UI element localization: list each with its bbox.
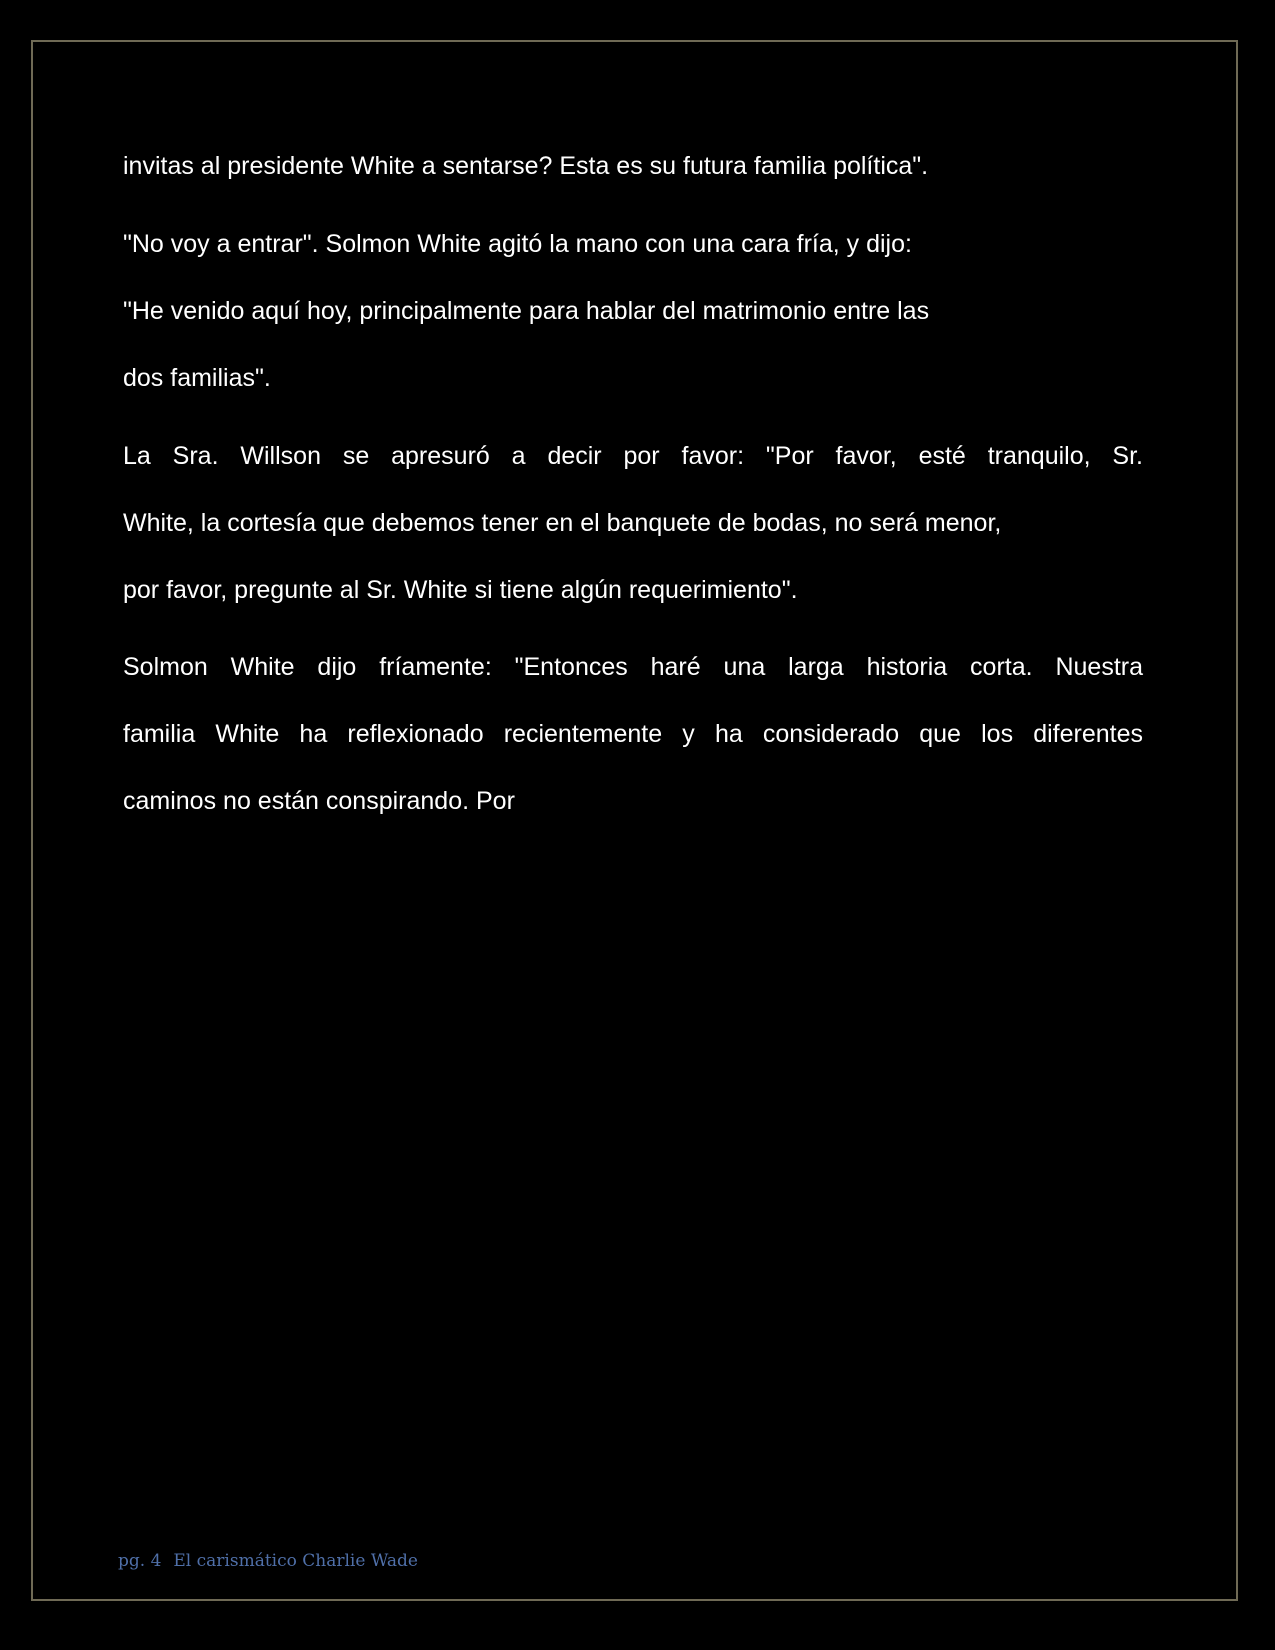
text-line: "He venido aquí hoy, principalmente para hablar del matrimonio entre las xyxy=(123,297,930,325)
page-border xyxy=(31,40,1238,1601)
text-line: White, la cortesía que debemos tener en el banquete de bodas, no será menor, xyxy=(123,509,1002,537)
text-line: La Sra. Willson se apresuró a decir por favor: "Por favor, esté tranquilo, Sr. xyxy=(123,442,1143,470)
text-line: invitas al presidente White a sentarse? Esta es su futura familia política". xyxy=(123,152,929,180)
text-line: dos familias". xyxy=(123,364,271,392)
text-line: por favor, pregunte al Sr. White si tiene algún requerimiento". xyxy=(123,576,798,604)
text-line: caminos no están conspirando. Por xyxy=(123,787,515,815)
page-footer xyxy=(118,1551,418,1571)
book-title: El carismático Charlie Wade xyxy=(173,1551,418,1571)
text-line: familia White ha reflexionado recientemente y ha considerado que los diferentes xyxy=(123,720,1143,748)
text-line: Solmon White dijo fríamente: "Entonces haré una larga historia corta. Nuestra xyxy=(123,653,1143,681)
text-line: "No voy a entrar". Solmon White agitó la mano con una cara fría, y dijo: xyxy=(123,230,912,258)
page-number: pg. 4 xyxy=(118,1551,162,1571)
